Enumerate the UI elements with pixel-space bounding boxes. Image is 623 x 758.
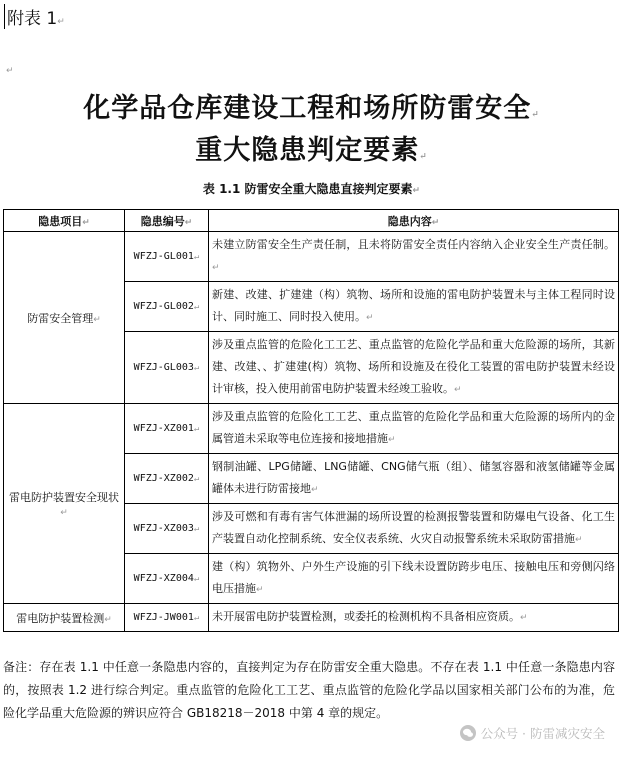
content-cell: 新建、改建、扩建建（构）筑物、场所和设施的雷电防护装置未与主体工程同时设计、同时施工、同时投入使用。↵	[209, 282, 619, 332]
code-cell: WFZJ-XZ002↵	[125, 454, 209, 504]
hazard-table	[3, 209, 619, 632]
document-title-line-2: 重大隐患判定要素↵	[195, 135, 428, 166]
content-cell: 钢制油罐、LPG储罐、LNG储罐、CNG储气瓶（组）、储氢容器和液氢储罐等金属罐体未进行防雷接地↵	[209, 454, 619, 504]
watermark	[460, 724, 605, 742]
document-title-line-1: 化学品仓库建设工程和场所防雷安全↵	[83, 93, 540, 124]
header-code: 隐患编号↵	[125, 210, 209, 232]
code-cell: WFZJ-GL001↵	[125, 232, 209, 282]
category-cell: 雷电防护装置检测↵	[4, 604, 125, 632]
content-cell: 涉及可燃和有毒有害气体泄漏的场所设置的检测报警装置和防爆电气设备、化工生产装置自动化控制系统、安全仪表系统、火灾自动报警系统未采取防雷措施↵	[209, 504, 619, 554]
table-row	[4, 604, 619, 632]
category-cell: 防雷安全管理↵	[4, 232, 125, 404]
watermark-text: 公众号 · 防雷减灾安全	[480, 726, 605, 741]
table-caption: 表 1.1 防雷安全重大隐患直接判定要素↵	[202, 182, 421, 196]
content-cell: 涉及重点监管的危险化工工艺、重点监管的危险化学品和重大危险源的场所，其新建、改建、、扩建建(构）筑物、场所和设施及在役化工装置的雷电防护装置未经设计审核，投入使用前雷电防护装置未经竣工验收。↵	[209, 332, 619, 404]
paragraph-mark-icon: ↵	[412, 186, 421, 196]
category-cell: 雷电防护装置安全现状↵	[4, 404, 125, 604]
header-category: 隐患项目↵	[4, 210, 125, 232]
header-content: 隐患内容↵	[209, 210, 619, 232]
table-header-row	[4, 210, 619, 232]
paragraph-mark-icon: ↵	[419, 152, 428, 162]
content-cell: 涉及重点监管的危险化工工艺、重点监管的危险化学品和重大危险源的场所内的金属管道未采取等电位连接和接地措施↵	[209, 404, 619, 454]
code-cell: WFZJ-XZ003↵	[125, 504, 209, 554]
paragraph-mark-icon: ↵	[6, 66, 14, 76]
table-note: 备注：存在表 1.1 中任意一条隐患内容的，直接判定为存在防雷安全重大隐患。不存在表 1.1 中任意一条隐患内容的，按照表 1.2 进行综合判定。重点监管的危险化工工艺、重点监管的危险化学品以国家相关部门公布的为准，危险化学品重大危险源的辨识应符合 GB18218－2018 中第 4 章的规定。	[3, 660, 615, 720]
code-cell: WFZJ-GL003↵	[125, 332, 209, 404]
paragraph-mark-icon: ↵	[57, 17, 65, 27]
content-cell: 未建立防雷安全生产责任制，且未将防雷安全责任内容纳入企业安全生产责任制。↵	[209, 232, 619, 282]
annex-label: 附表 1↵	[4, 4, 65, 29]
wechat-icon	[460, 725, 476, 741]
table-row	[4, 232, 619, 282]
content-cell: 建（构）筑物外、户外生产设施的引下线未设置防跨步电压、接触电压和旁侧闪络电压措施↵	[209, 554, 619, 604]
code-cell: WFZJ-XZ004↵	[125, 554, 209, 604]
code-cell: WFZJ-GL002↵	[125, 282, 209, 332]
content-cell: 未开展雷电防护装置检测，或委托的检测机构不具备相应资质。↵	[209, 604, 619, 632]
code-cell: WFZJ-XZ001↵	[125, 404, 209, 454]
code-cell: WFZJ-JW001↵	[125, 604, 209, 632]
table-row	[4, 404, 619, 454]
paragraph-mark-icon: ↵	[531, 110, 540, 120]
